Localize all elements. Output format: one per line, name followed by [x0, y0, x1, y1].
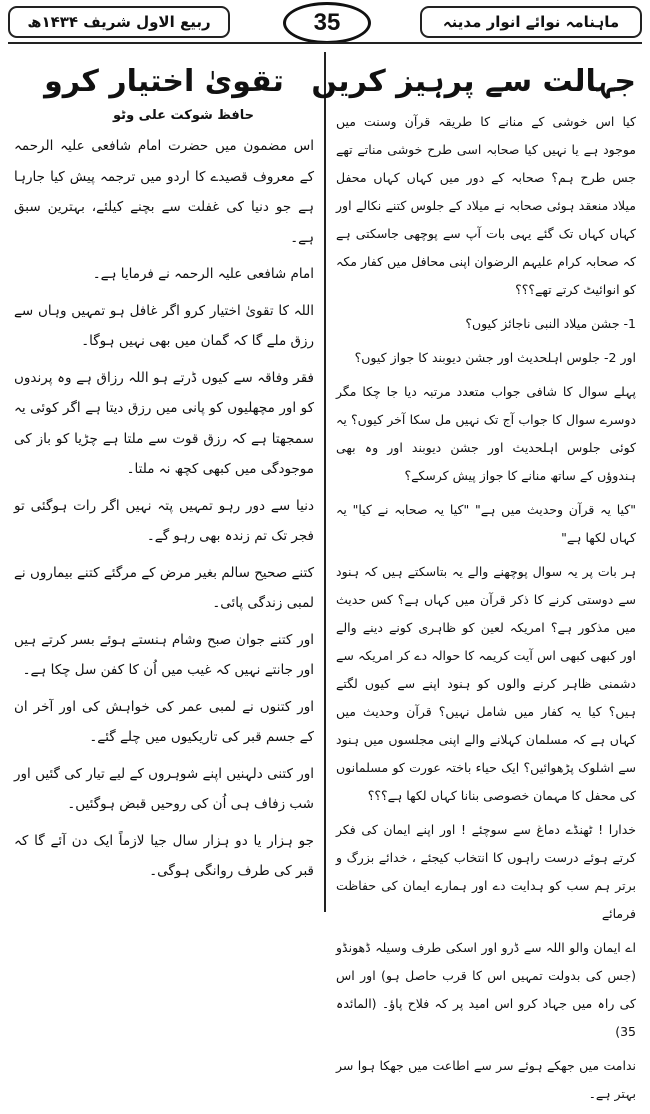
paragraph: ہر بات پر یہ سوال پوچھنے والے یہ بتاسکتے ہیں کہ ہنود سے دوستی کرنے کا ذکر قرآن میں کہاں ہے؟ کس حدیث میں مذکور ہے؟ امریکہ لعین کو ظاہری کونے دینے والے اور کبھی کبھی اس آیت کریمہ کا حوالہ دے کر امریکہ سے دشمنی ظاہر کرنے والوں کو ہنود اپنے سے کیوں لگتے ہیں؟ کیا یہ کفار میں شامل نہیں؟ قرآن وحدیث میں کہاں ہے کہ مسلمان کہلانے والے اپنی مجلسوں میں ہنود سے اشلوک پڑھوائیں؟ ایک حیاء باختہ عورت کو مسلمانوں کی محفل کا مہمان خصوصی بنانا کہاں لکھا ہے؟؟؟	[336, 564, 636, 803]
paragraph: اور کتنوں نے لمبی عمر کی خواہش کی اور آخر ان کے جسم قبر کی تاریکیوں میں چلے گئے۔	[14, 698, 314, 745]
right-article	[311, 52, 636, 1114]
paragraph: اور کتنے جوان صبح وشام ہنستے ہوئے بسر کرتے ہیں اور جانتے نہیں کہ غیب میں اُن کا کفن سل چکا ہے۔	[14, 631, 314, 678]
paragraph: جو ہزار یا دو ہزار سال جیا لازماً ایک دن آئے گا کہ قبر کی طرف روانگی ہوگی۔	[14, 832, 314, 879]
paragraph: دنیا سے دور رہو تمہیں پتہ نہیں اگر رات ہوگئی تو فجر تک تم زندہ بھی رہو گے۔	[14, 497, 314, 544]
left-article-title: تقویٰ اختیار کرو	[44, 64, 284, 99]
left-article	[14, 52, 314, 893]
column-divider	[324, 52, 326, 912]
paragraph: "کیا یہ قرآن وحدیث میں ہے" "کیا یہ صحابہ نے کیا" یہ کہاں لکھا ہے"	[336, 502, 636, 545]
page-number-oval	[283, 2, 371, 44]
right-article-title: جہالت سے پرہیز کریں	[311, 64, 636, 99]
header-divider	[8, 42, 642, 44]
paragraph: کتنے صحیح سالم بغیر مرض کے مرگئے کتنے بیماروں نے لمبی زندگی پائی۔	[14, 564, 314, 611]
paragraph: فقر وفاقہ سے کیوں ڈرتے ہو اللہ رزاق ہے وہ پرندوں کو اور مچھلیوں کو پانی میں رزق دیتا ہے اگر کوئی یہ سمجھتا ہے کہ رزق قوت سے ملتا ہے چڑیا کو باز کی موجودگی میں کبھی کچھ نہ ملتا۔	[14, 369, 314, 477]
paragraph: امام شافعی علیہ الرحمہ نے فرمایا ہے۔	[92, 266, 314, 282]
paragraph: پہلے سوال کا شافی جواب متعدد مرتبہ دیا جا چکا مگر دوسرے سوال کا جواب آج تک نہیں مل سکا آخر کیوں؟ یہ کوئی جلوس اہلحدیث اور جشن دیوبند اور وہ بھی ہندوؤں کے ساتھ منانے کا جواز پیش کرسکے؟	[336, 384, 636, 483]
issue-date: ربیع الاول شریف ۱۴۳۴ھ	[27, 13, 211, 31]
paragraph: اور کتنی دلہنیں اپنے شوہروں کے لیے تیار کی گئیں اور شب زفاف ہی اُن کی روحیں قبض ہوگئیں۔	[14, 765, 314, 812]
author-name: حافظ شوکت علی وٹو	[113, 108, 254, 123]
magazine-name-box	[420, 6, 642, 38]
paragraph: اس مضمون میں حضرت امام شافعی علیہ الرحمہ کے معروف قصیدے کا اردو میں ترجمہ پیش کیا جارہا ہے جو دنیا کی غفلت سے بچنے کیلئے، بہترین سبق ہے۔	[14, 138, 314, 246]
page-number: 35	[313, 9, 341, 36]
magazine-name: ماہنامہ نوائے انوار مدینہ	[442, 13, 620, 31]
paragraph: 1- جشن میلاد النبی ناجائز کیوں؟	[465, 316, 636, 331]
paragraph: اے ایمان والو اللہ سے ڈرو اور اسکی طرف وسیلہ ڈھونڈو (جس کی بدولت تمہیں اس کا قرب حاصل ہو) اور اس کی راہ میں جہاد کرو اس امید پر کہ فلاح پاؤ۔ (المائدہ 35)	[336, 940, 636, 1039]
issue-date-box	[8, 6, 230, 38]
paragraph: خدارا ! ٹھنڈے دماغ سے سوچئے ! اور اپنے ایمان کی فکر کرتے ہوئے درست راہوں کا انتخاب کیجئے ، خدائے بزرگ و برتر ہم سب کو ہدایت دے اور ہمارے ایمان کی حفاظت فرمائے	[336, 822, 636, 921]
paragraph: اللہ کا تقویٰ اختیار کرو اگر غافل ہو تمہیں وہاں سے رزق ملے گا کہ گمان میں بھی نہیں ہوگا۔	[14, 302, 314, 349]
paragraph: اور 2- جلوس اہلحدیث اور جشن دیوبند کا جواز کیوں؟	[354, 350, 636, 365]
paragraph: ندامت میں جھکے ہوئے سر سے اطاعت میں جھکا ہوا سر بہتر ہے۔	[336, 1058, 636, 1101]
paragraph: کیا اس خوشی کے منانے کا طریقہ قرآن وسنت میں موجود ہے یا نہیں کیا صحابہ اسی طرح خوشی مناتے تھے جس طرح ہم؟ صحابہ کے دور میں کہاں کہاں محفل میلاد منعقد ہوئی صحابہ نے میلاد کے جلوس کتنے نکالے اور کہاں کہاں تک گئے یہی بات آپ سے پوچھی جاسکتی ہے کہ صحابہ کرام علیہم الرضوان اپنی محافل میں کفار مکہ کو انوائیٹ کرتے تھے؟؟؟	[336, 114, 636, 297]
